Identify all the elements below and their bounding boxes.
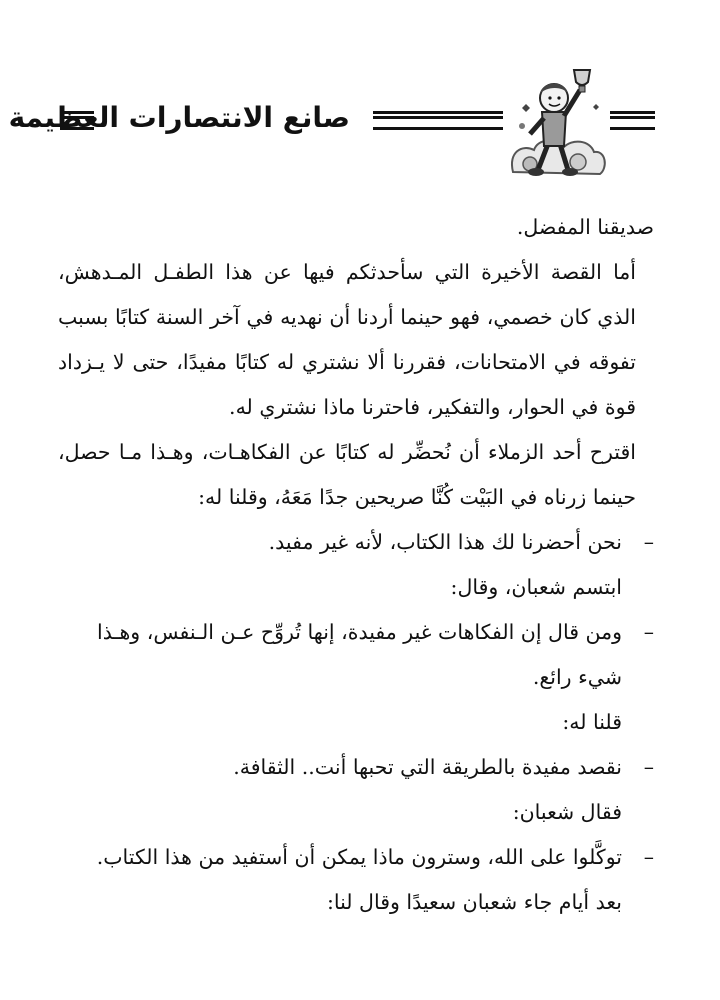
story-text — [58, 205, 654, 925]
dialogue-dash: – — [643, 530, 654, 554]
dialogue-text: نقصد مفيدة بالطريقة التي تحبها أنت.. الثقافة. — [233, 755, 622, 779]
dialogue-dash: – — [643, 845, 654, 869]
title-rule-right — [610, 111, 655, 130]
boy-trophy-icon — [508, 40, 608, 180]
dialogue-line — [58, 520, 654, 565]
paragraph: صديقنا المفضل. — [516, 215, 654, 239]
dialogue-text: نحن أحضرنا لك هذا الكتاب، لأنه غير مفيد. — [268, 530, 622, 554]
page-header — [0, 0, 720, 150]
paragraph: اقترح أحد الزملاء أن نُحضِّر له كتابًا عن الفكاهـات، وهـذا مـا حصل، حينما زرناه في البَيْت كُنَّا صريحين جدًا مَعَهُ، وقلنا له: — [58, 440, 636, 509]
dialogue-text: ومن قال إن الفكاهات غير مفيدة، إنها تُروِّح عـن الـنفس، وهـذا شيء رائع. — [97, 620, 622, 689]
title-rule-middle — [373, 111, 503, 130]
dialogue-line — [58, 745, 654, 790]
dialogue-dash: – — [643, 755, 654, 779]
paragraph: ابتسم شعبان، وقال: — [450, 575, 622, 599]
dialogue-line — [58, 835, 654, 880]
paragraph: أما القصة الأخيرة التي سأحدثكم فيها عن هذا الطفـل المـدهش، الذي كان خصمي، فهو حينما أردنا أن نهديه في آخر السنة كتابًا بسبب تفوقه في الامتحانات، فقررنا ألا نشتري له كتابًا مفيدًا، حتى لا يـزداد قوة في الحوار، والتفكير، فاحترنا ماذا نشتري له. — [58, 260, 636, 419]
paragraph: بعد أيام جاء شعبان سعيدًا وقال لنا: — [326, 890, 622, 914]
paragraph: قلنا له: — [562, 710, 622, 734]
title-rule-left — [60, 111, 94, 130]
dialogue-dash: – — [643, 620, 654, 644]
paragraph: فقال شعبان: — [512, 800, 622, 824]
dialogue-text: توكَّلوا على الله، وسترون ماذا يمكن أن أستفيد من هذا الكتاب. — [96, 845, 622, 869]
dialogue-line — [58, 610, 654, 700]
page-title: صانع الانتصارات العظيمة — [8, 101, 350, 134]
